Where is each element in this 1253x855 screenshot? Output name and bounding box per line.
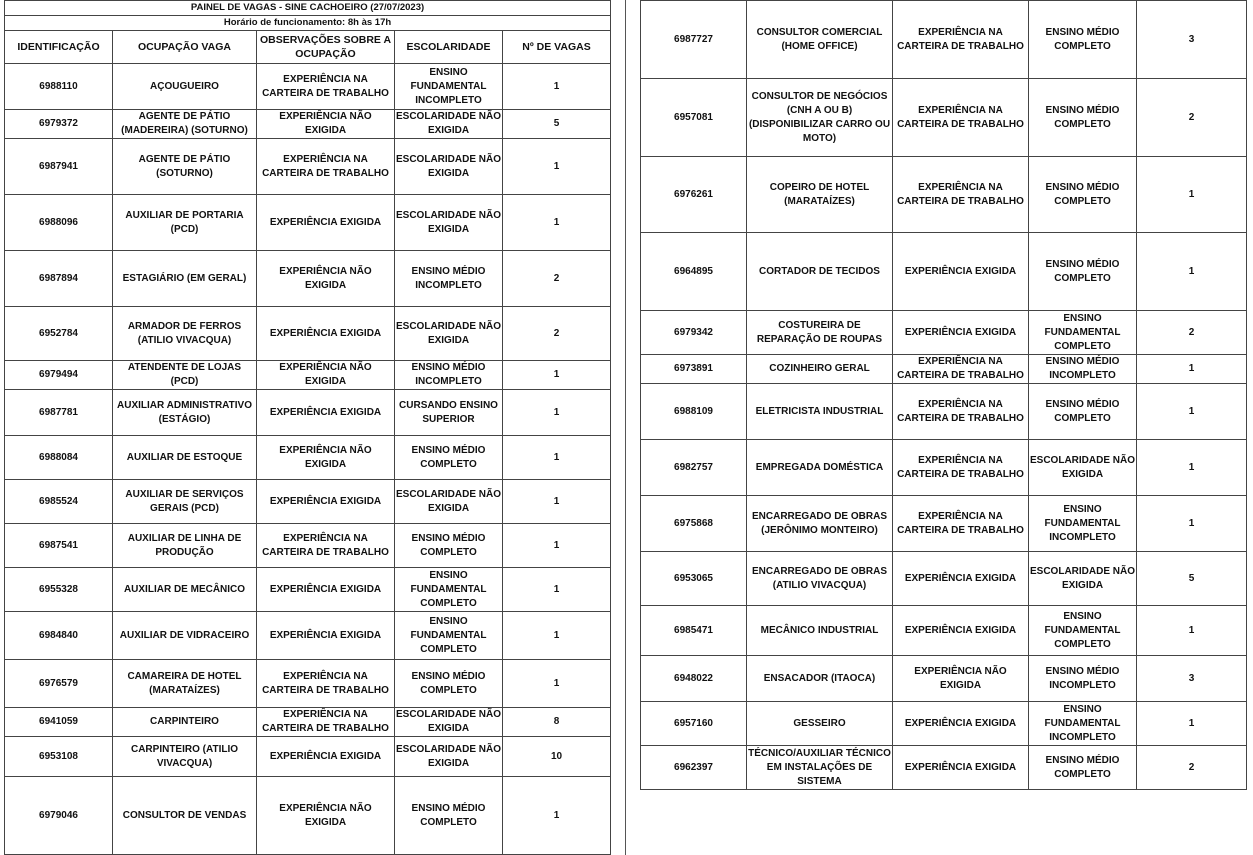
cell-occupation: CONSULTOR COMERCIAL (HOME OFFICE) [747, 1, 893, 79]
cell-occupation: AUXILIAR ADMINISTRATIVO (ESTÁGIO) [113, 390, 257, 436]
table-row [5, 110, 611, 139]
cell-education: ENSINO MÉDIO COMPLETO [395, 436, 503, 480]
table-row [5, 195, 611, 251]
cell-observation: EXPERIÊNCIA NA CARTEIRA DE TRABALHO [893, 1, 1029, 79]
column-header-occupation: OCUPAÇÃO VAGA [113, 31, 257, 64]
table-row [641, 1, 1247, 79]
cell-observation: EXPERIÊNCIA NA CARTEIRA DE TRABALHO [257, 139, 395, 195]
cell-vacancies: 10 [503, 737, 611, 777]
cell-vacancies: 1 [503, 436, 611, 480]
cell-occupation: ENCARREGADO DE OBRAS (JERÔNIMO MONTEIRO) [747, 496, 893, 552]
cell-vacancies: 1 [503, 390, 611, 436]
cell-occupation: AUXILIAR DE SERVIÇOS GERAIS (PCD) [113, 480, 257, 524]
cell-vacancies: 1 [1137, 496, 1247, 552]
cell-vacancies: 3 [1137, 656, 1247, 702]
cell-vacancies: 1 [503, 568, 611, 612]
table-row [5, 139, 611, 195]
page-divider [625, 0, 626, 855]
cell-id: 6948022 [641, 656, 747, 702]
cell-education: ENSINO FUNDAMENTAL COMPLETO [395, 568, 503, 612]
cell-id: 6988096 [5, 195, 113, 251]
cell-id: 6979372 [5, 110, 113, 139]
cell-id: 6982757 [641, 440, 747, 496]
cell-vacancies: 2 [503, 307, 611, 361]
cell-id: 6955328 [5, 568, 113, 612]
cell-vacancies: 1 [1137, 606, 1247, 656]
cell-observation: EXPERIÊNCIA EXIGIDA [257, 195, 395, 251]
cell-occupation: AUXILIAR DE MECÂNICO [113, 568, 257, 612]
cell-occupation: CONSULTOR DE VENDAS [113, 777, 257, 855]
vacancies-table-right [640, 0, 1247, 790]
cell-vacancies: 2 [503, 251, 611, 307]
cell-occupation: AGENTE DE PÁTIO (SOTURNO) [113, 139, 257, 195]
cell-id: 6976579 [5, 660, 113, 708]
cell-occupation: COZINHEIRO GERAL [747, 355, 893, 384]
cell-id: 6987541 [5, 524, 113, 568]
cell-occupation: ENCARREGADO DE OBRAS (ATILIO VIVACQUA) [747, 552, 893, 606]
cell-id: 6979046 [5, 777, 113, 855]
cell-id: 6957160 [641, 702, 747, 746]
column-header-id: IDENTIFICAÇÃO [5, 31, 113, 64]
cell-education: ENSINO MÉDIO COMPLETO [1029, 746, 1137, 790]
cell-occupation: AGENTE DE PÁTIO (MADEREIRA) (SOTURNO) [113, 110, 257, 139]
cell-id: 6953065 [641, 552, 747, 606]
cell-id: 6985524 [5, 480, 113, 524]
cell-id: 6987941 [5, 139, 113, 195]
cell-occupation: AUXILIAR DE VIDRACEIRO [113, 612, 257, 660]
table-row [5, 436, 611, 480]
cell-education: ENSINO MÉDIO COMPLETO [1029, 79, 1137, 157]
cell-vacancies: 1 [1137, 702, 1247, 746]
cell-education: CURSANDO ENSINO SUPERIOR [395, 390, 503, 436]
cell-observation: EXPERIÊNCIA EXIGIDA [257, 390, 395, 436]
cell-education: ENSINO MÉDIO INCOMPLETO [1029, 355, 1137, 384]
cell-observation: EXPERIÊNCIA NA CARTEIRA DE TRABALHO [893, 157, 1029, 233]
column-header-education: ESCOLARIDADE [395, 31, 503, 64]
cell-occupation: AUXILIAR DE LINHA DE PRODUÇÃO [113, 524, 257, 568]
table-row [641, 79, 1247, 157]
cell-education: ESCOLARIDADE NÃO EXIGIDA [395, 307, 503, 361]
table-row [5, 64, 611, 110]
cell-observation: EXPERIÊNCIA EXIGIDA [257, 307, 395, 361]
cell-observation: EXPERIÊNCIA EXIGIDA [257, 737, 395, 777]
cell-id: 6964895 [641, 233, 747, 311]
cell-education: ENSINO MÉDIO COMPLETO [1029, 384, 1137, 440]
table-row [641, 311, 1247, 355]
table-row [641, 496, 1247, 552]
cell-observation: EXPERIÊNCIA EXIGIDA [257, 568, 395, 612]
cell-education: ENSINO FUNDAMENTAL COMPLETO [395, 612, 503, 660]
cell-education: ENSINO MÉDIO INCOMPLETO [395, 251, 503, 307]
cell-observation: EXPERIÊNCIA EXIGIDA [893, 552, 1029, 606]
cell-vacancies: 1 [503, 612, 611, 660]
cell-vacancies: 1 [1137, 384, 1247, 440]
table-row [5, 307, 611, 361]
cell-occupation: CARPINTEIRO (ATILIO VIVACQUA) [113, 737, 257, 777]
cell-vacancies: 1 [503, 361, 611, 390]
table-row [641, 355, 1247, 384]
cell-education: ENSINO MÉDIO INCOMPLETO [1029, 656, 1137, 702]
cell-education: ESCOLARIDADE NÃO EXIGIDA [395, 195, 503, 251]
cell-vacancies: 8 [503, 708, 611, 737]
cell-education: ESCOLARIDADE NÃO EXIGIDA [1029, 552, 1137, 606]
cell-observation: EXPERIÊNCIA EXIGIDA [257, 612, 395, 660]
cell-id: 6987727 [641, 1, 747, 79]
cell-occupation: AUXILIAR DE PORTARIA (PCD) [113, 195, 257, 251]
cell-id: 6952784 [5, 307, 113, 361]
table-row [641, 552, 1247, 606]
cell-id: 6988110 [5, 64, 113, 110]
table-row [5, 612, 611, 660]
vacancies-table-left [4, 0, 611, 855]
cell-education: ENSINO MÉDIO COMPLETO [395, 777, 503, 855]
cell-occupation: COPEIRO DE HOTEL (MARATAÍZES) [747, 157, 893, 233]
cell-occupation: ATENDENTE DE LOJAS (PCD) [113, 361, 257, 390]
cell-occupation: CONSULTOR DE NEGÓCIOS (CNH A OU B) (DISPONIBILIZAR CARRO OU MOTO) [747, 79, 893, 157]
cell-occupation: ENSACADOR (ITAOCA) [747, 656, 893, 702]
table-row [5, 390, 611, 436]
cell-vacancies: 1 [1137, 157, 1247, 233]
cell-observation: EXPERIÊNCIA EXIGIDA [257, 480, 395, 524]
cell-id: 6979494 [5, 361, 113, 390]
cell-id: 6953108 [5, 737, 113, 777]
cell-vacancies: 1 [503, 195, 611, 251]
cell-education: ENSINO MÉDIO INCOMPLETO [395, 361, 503, 390]
table-row [641, 440, 1247, 496]
cell-education: ESCOLARIDADE NÃO EXIGIDA [395, 110, 503, 139]
cell-occupation: CARPINTEIRO [113, 708, 257, 737]
table-row [5, 660, 611, 708]
cell-observation: EXPERIÊNCIA NÃO EXIGIDA [893, 656, 1029, 702]
cell-observation: EXPERIÊNCIA NA CARTEIRA DE TRABALHO [893, 496, 1029, 552]
cell-observation: EXPERIÊNCIA EXIGIDA [893, 702, 1029, 746]
cell-education: ESCOLARIDADE NÃO EXIGIDA [395, 708, 503, 737]
cell-occupation: CAMAREIRA DE HOTEL (MARATAÍZES) [113, 660, 257, 708]
cell-observation: EXPERIÊNCIA NÃO EXIGIDA [257, 110, 395, 139]
page-title: PAINEL DE VAGAS - SINE CACHOEIRO (27/07/2023) [5, 1, 611, 16]
cell-vacancies: 1 [503, 524, 611, 568]
cell-vacancies: 1 [1137, 440, 1247, 496]
cell-observation: EXPERIÊNCIA NA CARTEIRA DE TRABALHO [893, 384, 1029, 440]
cell-observation: EXPERIÊNCIA EXIGIDA [893, 233, 1029, 311]
table-row [5, 708, 611, 737]
cell-vacancies: 1 [503, 139, 611, 195]
cell-observation: EXPERIÊNCIA NÃO EXIGIDA [257, 436, 395, 480]
cell-education: ENSINO FUNDAMENTAL INCOMPLETO [395, 64, 503, 110]
cell-id: 6987781 [5, 390, 113, 436]
cell-observation: EXPERIÊNCIA NA CARTEIRA DE TRABALHO [257, 524, 395, 568]
cell-education: ESCOLARIDADE NÃO EXIGIDA [395, 480, 503, 524]
column-header-vacancies: Nº DE VAGAS [503, 31, 611, 64]
cell-observation: EXPERIÊNCIA EXIGIDA [893, 311, 1029, 355]
cell-observation: EXPERIÊNCIA NA CARTEIRA DE TRABALHO [893, 440, 1029, 496]
cell-id: 6987894 [5, 251, 113, 307]
cell-observation: EXPERIÊNCIA NA CARTEIRA DE TRABALHO [257, 660, 395, 708]
cell-education: ENSINO FUNDAMENTAL COMPLETO [1029, 606, 1137, 656]
cell-id: 6988084 [5, 436, 113, 480]
cell-vacancies: 1 [503, 777, 611, 855]
cell-education: ENSINO MÉDIO COMPLETO [1029, 233, 1137, 311]
table-row [641, 746, 1247, 790]
cell-vacancies: 1 [503, 660, 611, 708]
cell-id: 6941059 [5, 708, 113, 737]
cell-observation: EXPERIÊNCIA EXIGIDA [893, 746, 1029, 790]
cell-id: 6957081 [641, 79, 747, 157]
left-page [4, 0, 610, 855]
table-row [641, 606, 1247, 656]
cell-occupation: TÉCNICO/AUXILIAR TÉCNICO EM INSTALAÇÕES DE SISTEMA [747, 746, 893, 790]
cell-observation: EXPERIÊNCIA NA CARTEIRA DE TRABALHO [893, 355, 1029, 384]
cell-vacancies: 3 [1137, 1, 1247, 79]
cell-vacancies: 2 [1137, 311, 1247, 355]
table-row [5, 737, 611, 777]
table-row [641, 157, 1247, 233]
right-page [640, 0, 1246, 790]
cell-occupation: AUXILIAR DE ESTOQUE [113, 436, 257, 480]
table-row [641, 233, 1247, 311]
cell-id: 6979342 [641, 311, 747, 355]
cell-education: ENSINO MÉDIO COMPLETO [1029, 1, 1137, 79]
cell-id: 6976261 [641, 157, 747, 233]
cell-education: ENSINO MÉDIO COMPLETO [395, 524, 503, 568]
cell-vacancies: 5 [503, 110, 611, 139]
cell-education: ENSINO FUNDAMENTAL INCOMPLETO [1029, 496, 1137, 552]
cell-id: 6975868 [641, 496, 747, 552]
cell-observation: EXPERIÊNCIA NA CARTEIRA DE TRABALHO [257, 64, 395, 110]
table-row [5, 568, 611, 612]
cell-id: 6962397 [641, 746, 747, 790]
table-row [641, 656, 1247, 702]
cell-id: 6973891 [641, 355, 747, 384]
table-row [5, 524, 611, 568]
opening-hours: Horário de funcionamento: 8h às 17h [5, 16, 611, 31]
cell-observation: EXPERIÊNCIA NA CARTEIRA DE TRABALHO [893, 79, 1029, 157]
cell-vacancies: 1 [503, 480, 611, 524]
table-row [5, 777, 611, 855]
cell-occupation: GESSEIRO [747, 702, 893, 746]
cell-education: ESCOLARIDADE NÃO EXIGIDA [395, 737, 503, 777]
cell-id: 6985471 [641, 606, 747, 656]
cell-vacancies: 2 [1137, 746, 1247, 790]
cell-observation: EXPERIÊNCIA NÃO EXIGIDA [257, 361, 395, 390]
cell-occupation: ELETRICISTA INDUSTRIAL [747, 384, 893, 440]
cell-observation: EXPERIÊNCIA NÃO EXIGIDA [257, 777, 395, 855]
cell-education: ENSINO FUNDAMENTAL INCOMPLETO [1029, 702, 1137, 746]
cell-occupation: ARMADOR DE FERROS (ATILIO VIVACQUA) [113, 307, 257, 361]
table-row [641, 702, 1247, 746]
cell-vacancies: 1 [503, 64, 611, 110]
cell-occupation: ESTAGIÁRIO (EM GERAL) [113, 251, 257, 307]
cell-education: ESCOLARIDADE NÃO EXIGIDA [395, 139, 503, 195]
table-row [5, 480, 611, 524]
cell-vacancies: 1 [1137, 233, 1247, 311]
table-row [5, 361, 611, 390]
cell-vacancies: 5 [1137, 552, 1247, 606]
cell-id: 6988109 [641, 384, 747, 440]
cell-id: 6984840 [5, 612, 113, 660]
cell-occupation: MECÂNICO INDUSTRIAL [747, 606, 893, 656]
cell-occupation: COSTUREIRA DE REPARAÇÃO DE ROUPAS [747, 311, 893, 355]
column-header-observation: OBSERVAÇÕES SOBRE A OCUPAÇÃO [257, 31, 395, 64]
table-row [5, 251, 611, 307]
cell-education: ENSINO MÉDIO COMPLETO [1029, 157, 1137, 233]
cell-education: ENSINO FUNDAMENTAL COMPLETO [1029, 311, 1137, 355]
table-row [641, 384, 1247, 440]
cell-observation: EXPERIÊNCIA EXIGIDA [893, 606, 1029, 656]
cell-vacancies: 2 [1137, 79, 1247, 157]
cell-education: ESCOLARIDADE NÃO EXIGIDA [1029, 440, 1137, 496]
cell-occupation: EMPREGADA DOMÉSTICA [747, 440, 893, 496]
cell-occupation: AÇOUGUEIRO [113, 64, 257, 110]
cell-observation: EXPERIÊNCIA NA CARTEIRA DE TRABALHO [257, 708, 395, 737]
cell-occupation: CORTADOR DE TECIDOS [747, 233, 893, 311]
cell-education: ENSINO MÉDIO COMPLETO [395, 660, 503, 708]
cell-observation: EXPERIÊNCIA NÃO EXIGIDA [257, 251, 395, 307]
cell-vacancies: 1 [1137, 355, 1247, 384]
